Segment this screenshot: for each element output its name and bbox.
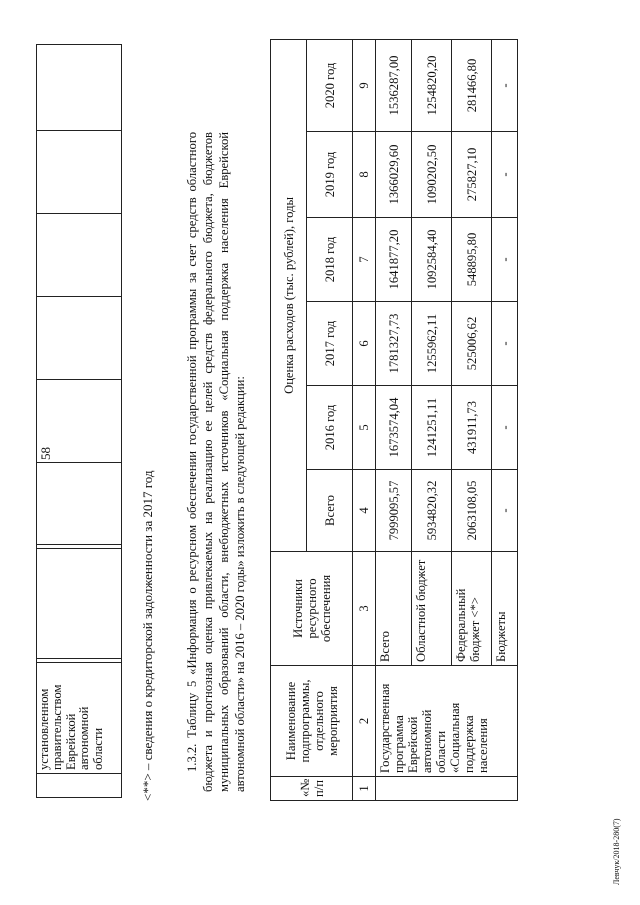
value-cell: - xyxy=(492,218,518,302)
value-cell: 1092584,40 xyxy=(412,218,452,302)
value-cell: 7999095,57 xyxy=(376,470,412,552)
document-code: Левчук/2018-280(7) xyxy=(612,818,621,885)
value-cell: 1255962,11 xyxy=(412,302,452,386)
top-table-org-text: установленном правительством Еврейской автономной области xyxy=(37,663,122,774)
value-cell: 1673574,04 xyxy=(376,386,412,470)
col-number: 1 xyxy=(353,777,376,801)
top-table-cell xyxy=(37,774,122,798)
header-total: Всего xyxy=(307,470,353,552)
col-number: 6 xyxy=(353,302,376,386)
value-cell: 1781327,73 xyxy=(376,302,412,386)
source-cell: Областной бюджет xyxy=(412,552,452,666)
col-number: 7 xyxy=(353,218,376,302)
resource-table xyxy=(270,39,518,801)
top-table-cell xyxy=(37,131,122,214)
top-table-cell xyxy=(37,214,122,297)
header-estimate: Оценка расходов (тыс. рублей), годы xyxy=(271,39,307,551)
value-cell: 1641877,20 xyxy=(376,218,412,302)
col-number: 2 xyxy=(353,666,376,777)
col-number: 4 xyxy=(353,470,376,552)
col-number: 5 xyxy=(353,386,376,470)
value-cell: - xyxy=(492,39,518,131)
header-2016: 2016 год xyxy=(307,386,353,470)
header-num: «№ п/п xyxy=(271,777,353,801)
value-cell: 1536287,00 xyxy=(376,39,412,131)
value-cell: 1241251,11 xyxy=(412,386,452,470)
value-cell: 1090202,50 xyxy=(412,132,452,218)
value-cell: - xyxy=(492,132,518,218)
value-cell: 548895,80 xyxy=(452,218,492,302)
value-cell: - xyxy=(492,302,518,386)
value-cell: 1366029,60 xyxy=(376,132,412,218)
value-cell: 5934820,32 xyxy=(412,470,452,552)
top-table-fragment xyxy=(36,44,122,798)
source-cell: Всего xyxy=(376,552,412,666)
value-cell: 2063108,05 xyxy=(452,470,492,552)
value-cell: 1254820,20 xyxy=(412,39,452,131)
top-table-cell xyxy=(37,297,122,380)
value-cell: 275827,10 xyxy=(452,132,492,218)
page-number: 58 xyxy=(38,447,53,460)
top-table-cell xyxy=(37,659,122,663)
program-name: Государственная программа Еврейской автономной области «Социальная поддержка населения xyxy=(376,666,518,777)
value-cell: - xyxy=(492,470,518,552)
source-cell: Бюджеты xyxy=(492,552,518,666)
col-number: 8 xyxy=(353,132,376,218)
value-cell: - xyxy=(492,386,518,470)
footnote: <**> – сведения о кредиторской задолженности за 2017 год xyxy=(140,470,155,801)
value-cell: 525006,62 xyxy=(452,302,492,386)
header-name: Наименование подпрограммы, отдельного мероприятия xyxy=(271,666,353,777)
source-cell: Федеральный бюджет <*> xyxy=(452,552,492,666)
header-source: Источники ресурсного обеспечения xyxy=(271,552,353,666)
top-table-cell xyxy=(37,463,122,545)
top-table-cell xyxy=(37,545,122,549)
row-number-cell xyxy=(376,777,518,801)
value-cell: 281466,80 xyxy=(452,39,492,131)
top-table-cell xyxy=(37,45,122,131)
paragraph-text: 1.3.2. Таблицу 5 «Информация о ресурсном обеспечении государственной программы за счет средств областного бюджета и прогнозная оценка привлекаемых на реализацию ее целей средств федерального бюджета, бюджетов муниципальных образований области, внебюджетных источников «Социальная поддержка населения Еврейской автономной области» на 2016 – 2020 годы» изложить в следующей редакции: xyxy=(185,132,247,792)
header-2017: 2017 год xyxy=(307,302,353,386)
header-2020: 2020 год xyxy=(307,39,353,131)
col-number: 3 xyxy=(353,552,376,666)
value-cell: 431911,73 xyxy=(452,386,492,470)
col-number: 9 xyxy=(353,39,376,131)
header-2019: 2019 год xyxy=(307,132,353,218)
header-2018: 2018 год xyxy=(307,218,353,302)
top-table-cell xyxy=(37,549,122,659)
